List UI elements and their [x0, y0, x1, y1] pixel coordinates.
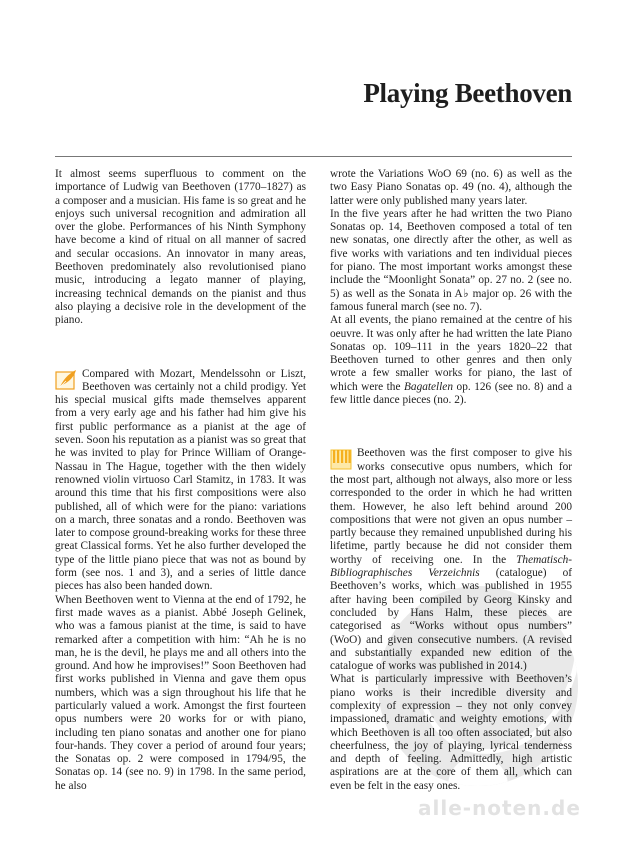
left-column	[55, 168, 306, 793]
paragraph-sonatas: In the five years after he had written the two Piano Sonatas op. 14, Beethoven composed a total of ten new sonatas, one directly after the other, as well as five works with variations and ten individual pieces for piano. The most important works amongst these include the “Moonlight Sonata” op. 27 no. 2 (see no. 5) as well as the Sonata in A♭ major op. 26 with the famous funeral march (see no. 7).	[330, 207, 572, 313]
right-column	[330, 168, 572, 793]
paragraph-variations: wrote the Variations WoO 69 (no. 6) as well as the two Easy Piano Sonatas op. 49 (no. 4), although the latter were only published many years later.	[330, 168, 572, 207]
title-divider	[55, 156, 572, 157]
page-title: Playing Beethoven	[363, 78, 572, 108]
paragraph-opus-numbers: Beethoven was the first composer to give his works consecutive opus numbers, which for the most part, although not always, also more or less corresponded to the order in which he had written them. However, he also left behind around 200 compositions that were not given an opus number – partly because they remained unpublished during his lifetime, partly because he did not consider them worthy of receiving one. In the Thematisch-Bibliographisches Verzeichnis (catalogue) of Beethoven’s works, which was published in 1955 after having been compiled by Georg Kinsky and concluded by Hans Halm, these pieces are categorised as “Works without opus numbers” (WoO) and given consecutive numbers. (A revised and substantially expanded new edition of the catalogue of works was published in 2014.)	[330, 447, 572, 673]
watermark-text: alle-noten.de	[418, 796, 581, 820]
piano-keys-icon	[330, 448, 352, 470]
paragraph-childhood: Compared with Mozart, Mendelssohn or Liszt, Beethoven was certainly not a child prodigy. Yet his special musical gifts made themselves apparent from a very early age and his father had him give his first public performance as a pianist at the age of seven. Soon his reputation as a pianist was so great that he was invited to play for Prince William of Orange-Nassau in The Hague, together with the then widely renowned violin virtuoso Carl Stamitz, in 1783. It was around this time that his first compositions were also published, all of which were for the piano: variations on a march, three sonatas and a rondo. Beethoven was later to compose ground-breaking works for these three great Classical forms. Yet he also further developed the type of the little piano piece that was not as bound by form (see nos. 1 and 3), and a series of little dance pieces has also been handed down.	[55, 367, 306, 593]
paragraph-vienna: When Beethoven went to Vienna at the end of 1792, he first made waves as a pianist. Abbé Joseph Gelinek, who was a famous pianist at the time, is said to have remarked after a competition with him: “Ah he is no man, he is the devil, he plays me and all others into the ground. And how he improvises!” Soon Beethoven had first works published in Vienna and gave them opus numbers, which was a sign throughout his life that he particularly valued a work. Amongst the first fourteen opus numbers were 20 works for or with piano, including ten piano sonatas and another one for piano four-hands. They cover a period of around four years; the Sonatas op. 2 were composed in 1794/95, the Sonatas op. 14 (see no. 9) in 1798. In the same period, he also	[55, 593, 306, 792]
paragraph-late-works: At all events, the piano remained at the centre of his oeuvre. It was only after he had written the late Piano Sonatas op. 109–111 in the years 1820–22 that Beethoven turned to other genres and then only wrote a few smaller works for piano, the last of which were the Bagatellen op. 126 (see no. 8) and a few little dance pieces (no. 2).	[330, 314, 572, 407]
quill-pen-icon	[55, 369, 77, 391]
paragraph-intro: It almost seems superfluous to comment on the importance of Ludwig van Beethoven (1770–1827) as a composer and a musician. His fame is so great and he enjoys such universal recognition and admiration all over the globe. Performances of his Ninth Symphony have become a kind of ritual on all manner of sacred and secular occasions. An innovator in many areas, Beethoven predominately also revolutionised piano music, introducing a legato manner of playing, increasing technical demands on the pianist and thus also playing a decisive role in the development of the piano.	[55, 168, 306, 327]
paragraph-diversity: What is particularly impressive with Beethoven’s piano works is their incredible diversity and complexity of expression – they not only convey impassioned, dramatic and weighty emotions, with which Beethoven is all too often associated, but also cheerfulness, the joy of playing, lyrical tenderness and depth of feeling. Admittedly, high artistic aspirations are at the core of them all, which can even be felt in the easy ones.	[330, 673, 572, 792]
